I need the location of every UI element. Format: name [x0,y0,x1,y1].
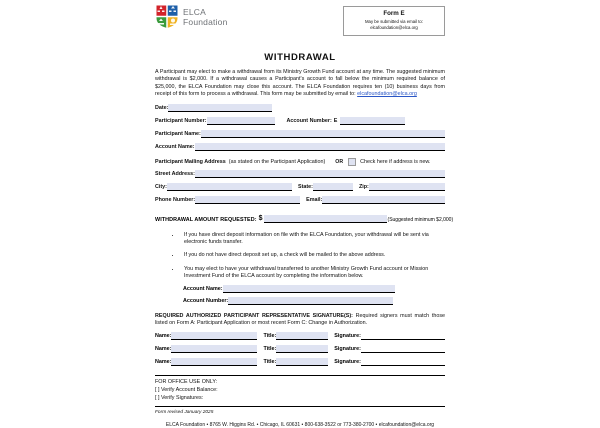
signature-name-input[interactable] [171,345,257,353]
mailing-address-subnote: (as stated on the Participant Application) [228,158,326,165]
form-id-box [343,6,445,36]
intro-email-link[interactable]: elcafoundation@elca.org [357,91,417,98]
city-state-zip-row [155,183,445,191]
transfer-account-number-row [183,297,445,305]
transfer-account-name-row [183,285,445,293]
signature-sign-input[interactable] [361,345,445,353]
account-number-input[interactable] [340,117,405,125]
signature-name-label: Name: [155,359,172,366]
participant-number-label: Participant Number: [155,117,207,124]
transfer-account-number-input[interactable] [228,297,393,305]
list-item: • You may elect to have your withdrawal transferred to another Ministry Growth Fund account or Mission Investment Fund of the ELCA account by completing the information below. [181,266,445,281]
participant-name-label: Participant Name: [155,130,201,137]
signature-sign-input[interactable] [361,332,445,340]
signature-name-label: Name: [155,333,172,340]
currency-symbol: $ [258,214,263,222]
email-label: Email: [306,196,323,203]
list-item: • If you do not have direct deposit set up, a check will be mailed to the above address. [181,252,445,259]
signature-sign-label: Signature: [334,333,361,340]
city-label: City: [155,183,167,190]
brand-line-1: ELCA [183,6,207,17]
street-address-row [155,170,445,178]
table-row [155,345,445,353]
account-name-row [155,143,445,151]
signature-title-input[interactable] [276,345,328,353]
signature-heading-bold: REQUIRED AUTHORIZED PARTICIPANT REPRESENTATIVE SIGNATURE(S): [155,312,353,319]
phone-email-row [155,196,445,204]
brand-name [183,7,228,27]
signature-name-input[interactable] [171,358,257,366]
participant-number-row [155,117,445,125]
withdrawal-amount-hint: (Suggested minimum $2,000) [387,216,454,223]
page-title: WITHDRAWAL [264,52,336,63]
email-input[interactable] [322,196,445,204]
or-label: OR [335,158,344,165]
transfer-account-name-label: Account Name: [183,285,223,292]
signature-title-label: Title: [263,359,277,366]
signature-heading-rest: Required signers must match those listed on Form A: Participant Application or most recent Form C: Change in Authorization. [155,312,446,327]
list-item: • If you have direct deposit information on file with the ELCA Foundation, your withdrawal will be sent via electronic funds transfer. [181,232,445,247]
brand-line-2: Foundation [183,16,228,27]
transfer-account-number-label: Account Number: [183,297,229,304]
date-input[interactable] [168,104,272,112]
zip-input[interactable] [369,183,445,191]
signature-name-input[interactable] [171,332,257,340]
office-use-divider [155,375,445,376]
account-name-input[interactable] [195,143,445,151]
transfer-account-name-input[interactable] [223,285,395,293]
address-new-checkbox[interactable] [348,158,356,166]
signature-title-label: Title: [263,346,277,353]
withdrawal-notes-list [181,232,445,281]
phone-number-input[interactable] [195,196,300,204]
brand-logo [155,4,228,29]
office-use-verify-signatures[interactable]: [ ] Verify Signatures: [155,394,204,401]
intro-text: A Participant may elect to make a withdrawal from its Ministry Growth Fund account at any time. The suggested minimum withdrawal is $2,000. If a withdrawal causes a Participant's account to fall below the minimum required balance of $25,000, the ELCA Foundation may close this account. The ELCA Foundation requires ten (10) business days from receipt of this form to process a withdrawal. This form may be submitted by email to: [155,69,445,98]
elca-shield-crest-icon [155,4,179,29]
account-name-label: Account Name: [155,143,195,150]
account-number-prefix: E [333,117,338,124]
document-header [155,4,445,38]
signature-name-label: Name: [155,346,172,353]
signature-title-input[interactable] [276,332,328,340]
form-revision-note: Form revised January 2025 [155,406,445,415]
office-use-verify-balance[interactable]: [ ] Verify Account Balance: [155,387,218,394]
mailing-address-heading: Participant Mailing Address [155,158,226,165]
date-label: Date: [155,104,169,111]
participant-name-row [155,130,445,138]
date-row [155,104,445,112]
form-id-subtitle: May be submitted via email to: [364,19,424,24]
zip-label: Zip: [358,183,369,190]
city-input[interactable] [167,183,292,191]
phone-number-label: Phone Number: [155,196,196,203]
intro-paragraph [155,69,445,99]
street-address-label: Street Address: [155,170,195,177]
signature-sign-input[interactable] [361,358,445,366]
participant-number-input[interactable] [207,117,275,125]
signature-title-label: Title: [263,333,277,340]
withdrawal-amount-label: WITHDRAWAL AMOUNT REQUESTED: [155,216,257,223]
state-label: State: [297,183,313,190]
signature-sign-label: Signature: [334,346,361,353]
withdrawal-amount-row [155,214,454,223]
withdrawal-amount-input[interactable] [264,215,387,223]
signature-section-heading [155,313,445,328]
form-id-email: elcafoundation@elca.org [370,25,418,30]
table-row [155,332,445,340]
form-id-title: Form E [383,10,405,17]
street-address-input[interactable] [195,170,445,178]
state-input[interactable] [313,183,353,191]
account-number-label: Account Number: [286,117,332,124]
address-new-checkbox-label: Check here if address is new. [360,158,431,165]
office-use-section [155,379,445,402]
signature-title-input[interactable] [276,358,328,366]
table-row [155,358,445,366]
mailing-address-heading-row [155,158,445,166]
office-use-heading: FOR OFFICE USE ONLY: [155,379,218,386]
signature-sign-label: Signature: [334,359,361,366]
footer-address: ELCA Foundation • 8765 W. Higgins Rd. • Chicago, IL 60631 • 800-638-3522 or 773-380-2700 • elcafoundation@elca.org [165,422,435,428]
participant-name-input[interactable] [201,130,445,138]
